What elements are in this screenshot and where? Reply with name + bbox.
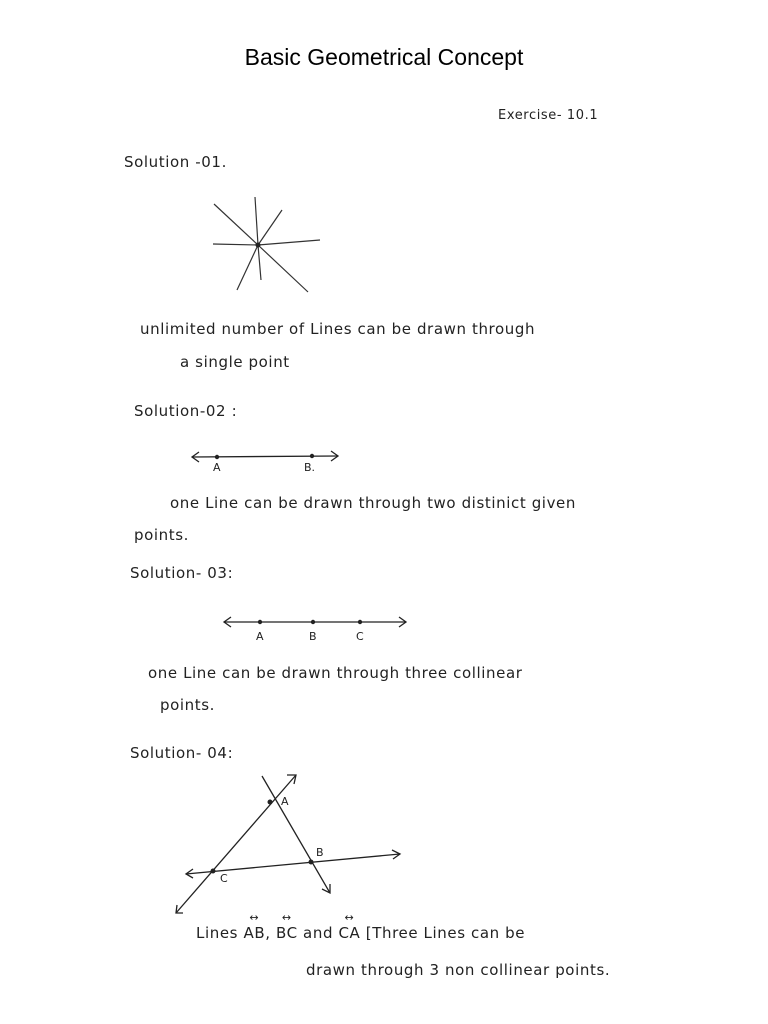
page-title: Basic Geometrical Concept: [244, 44, 524, 70]
solution-02-point-b: B.: [304, 461, 316, 474]
solution-04-point-a: A: [281, 795, 289, 808]
solution-04-point-c: C: [220, 872, 228, 885]
solution-01-heading: Solution -01.: [124, 153, 227, 171]
solution-03-text-line1: one Line can be drawn through three collinear: [148, 664, 523, 682]
separator-comma: ,: [265, 924, 271, 942]
solution-01-text-line1: unlimited number of Lines can be drawn through: [140, 320, 536, 338]
solution-03-heading: Solution- 03:: [130, 564, 234, 582]
solution-01-text-line2: a single point: [180, 353, 290, 371]
solution-04-lines-word: Lines: [196, 924, 239, 942]
and-word: and: [303, 924, 334, 942]
solution-04-text-rest: [Three Lines can be: [365, 924, 526, 942]
solution-02-heading: Solution-02 :: [134, 402, 238, 420]
exercise-label: Exercise- 10.1: [498, 108, 599, 123]
solution-03-text-line2: points.: [160, 696, 216, 714]
solution-03-point-b: B: [309, 630, 317, 643]
solution-04-text-line1: [196, 924, 525, 942]
solution-02-text-line1: one Line can be drawn through two distinict given: [170, 494, 576, 512]
solution-04-heading: Solution- 04:: [130, 744, 234, 762]
solution-02-point-a: A: [213, 461, 221, 474]
solution-04-text-line2: drawn through 3 non collinear points.: [306, 961, 611, 979]
solution-03-point-a: A: [256, 630, 264, 643]
solution-04-point-b: B: [316, 846, 324, 859]
line-ab-notation: ↔ AB: [243, 924, 265, 942]
solution-03-point-c: C: [356, 630, 364, 643]
solution-02-text-line2: points.: [134, 526, 190, 544]
line-ca-notation: ↔ CA: [338, 924, 360, 942]
line-bc-notation: ↔ BC: [276, 924, 298, 942]
